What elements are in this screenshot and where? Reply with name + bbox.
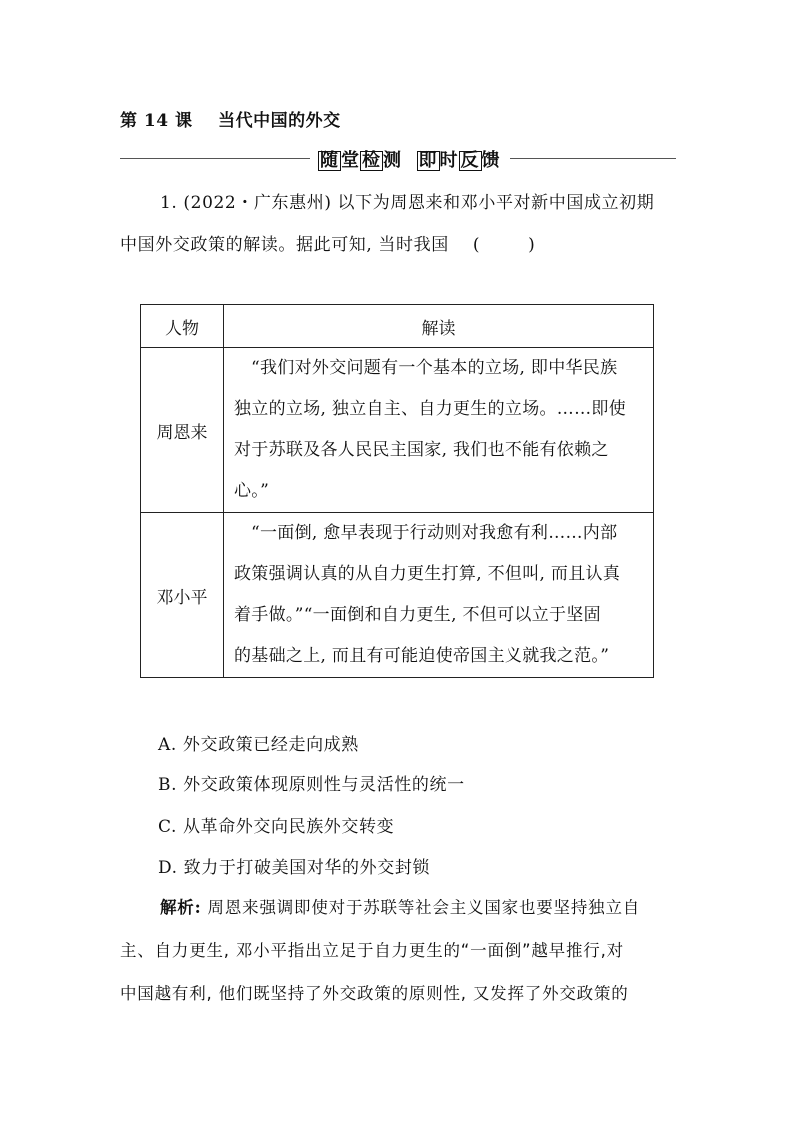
option-d: D. 致力于打破美国对华的外交封锁 (158, 858, 431, 878)
banner-char-boxed: 即 (418, 150, 438, 171)
quote-line: “一面倒, 愈早表现于行动则对我愈有利……内部 (251, 523, 618, 543)
table-row (141, 348, 654, 513)
quote-line: 对于苏联及各人民民主国家, 我们也不能有依赖之 (234, 440, 609, 460)
quote-cell (224, 348, 654, 513)
analysis-line1 (160, 886, 680, 929)
option-b: B. 外交政策体现原则性与灵活性的统一 (158, 775, 465, 795)
table-row (141, 513, 654, 678)
option-a: A. 外交政策已经走向成熟 (158, 735, 359, 755)
banner-char: 时 (439, 150, 459, 171)
banner-char: 馈 (481, 150, 501, 171)
quote-line: 心。” (234, 481, 270, 501)
analysis-label: 解析: (160, 898, 202, 917)
quote-line: 政策强调认真的从自力更生打算, 不但叫, 而且认真 (234, 564, 621, 584)
banner-char-boxed: 随 (320, 150, 339, 171)
analysis-line3: 中国越有利, 他们既坚持了外交政策的原则性, 又发挥了外交政策的 (120, 984, 629, 1003)
banner-left-rule (120, 158, 310, 159)
option-c: C. 从革命外交向民族外交转变 (158, 817, 395, 837)
banner-text (318, 146, 501, 172)
table-header-row (141, 305, 654, 348)
quote-line: 着手做。”“一面倒和自力更生, 不但可以立于坚固 (234, 605, 601, 625)
question-stem-line1: 1. (2022・广东惠州) 以下为周恩来和邓小平对新中国成立初期 (160, 193, 655, 213)
quote-line: “我们对外交问题有一个基本的立场, 即中华民族 (251, 358, 618, 378)
banner-right-rule (510, 158, 676, 159)
person-cell: 邓小平 (141, 513, 224, 678)
banner-char-boxed: 检 (362, 150, 381, 171)
quote-line: 的基础之上, 而且有可能迫使帝国主义就我之范。” (234, 646, 610, 666)
banner-char: 堂 (341, 150, 360, 171)
quote-cell (224, 513, 654, 678)
lesson-title: 第 14 课 当代中国的外交 (120, 111, 341, 131)
analysis-text: 周恩来强调即使对于苏联等社会主义国家也要坚持独立自 (201, 898, 641, 917)
header-interpretation: 解读 (224, 305, 654, 348)
banner-char-boxed: 反 (460, 150, 480, 171)
header-person: 人物 (141, 305, 224, 348)
banner-char: 测 (383, 150, 402, 171)
analysis-line2: 主、自力更生, 邓小平指出立足于自力更生的“一面倒”越早推行,对 (120, 941, 624, 960)
person-cell: 周恩来 (141, 348, 224, 513)
quote-line: 独立的立场, 独立自主、自力更生的立场。……即使 (234, 399, 627, 419)
source-table (140, 304, 654, 678)
section-banner (120, 146, 676, 172)
question-stem-line2: 中国外交政策的解读。据此可知, 当时我国 ( ) (120, 235, 536, 255)
